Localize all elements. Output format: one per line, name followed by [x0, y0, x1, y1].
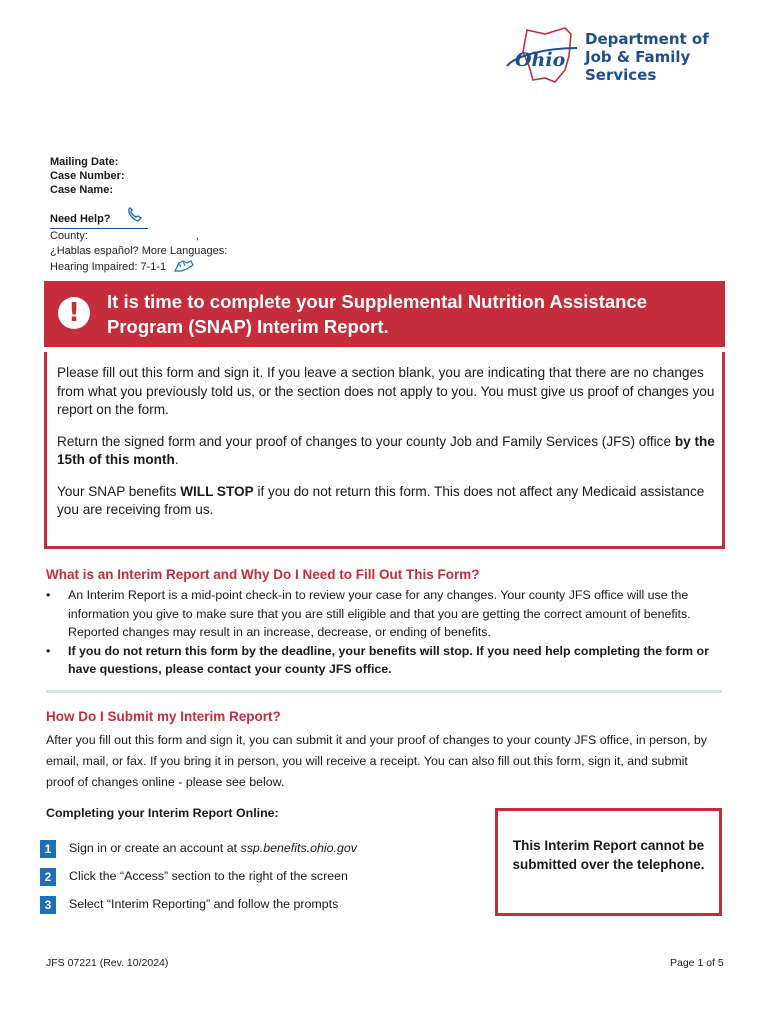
agency-line-3: Services	[585, 66, 657, 84]
case-number-label: Case Number:	[50, 170, 125, 182]
case-name-label: Case Name:	[50, 184, 113, 196]
odjfs-logo	[505, 26, 715, 86]
telephone-notice-box	[495, 808, 722, 916]
bullet-glyph: •	[46, 643, 51, 658]
step-text: Select “Interim Reporting” and follow the prompts	[69, 897, 339, 911]
bullet-text-1: An Interim Report is a mid-point check-in to review your case for any changes. Your county JFS office will use the information you give to make sure that you are still eligible and that you are getting the correct amount of benefits. Reported changes may result in an increase, decrease, or ending of benefits.	[68, 588, 691, 639]
hand-sign-language-icon	[173, 259, 195, 273]
notice-paragraph-1: Please fill out this form and sign it. If you leave a section blank, you are indicating that there are no changes from what you previously told us, or the section does not apply to you. You must give us proof of changes you report on the form.	[57, 365, 715, 417]
county-label: County:	[50, 230, 88, 242]
help-lines	[50, 229, 227, 275]
list-item	[46, 586, 736, 642]
mailing-date-label: Mailing Date:	[50, 156, 119, 168]
will-stop-emphasis: WILL STOP	[180, 483, 254, 499]
need-help-label: Need Help?	[50, 213, 111, 225]
section-divider	[46, 690, 722, 693]
agency-line-2: Job & Family	[585, 48, 691, 66]
step-number: 2	[40, 868, 56, 886]
county-separator: ,	[195, 230, 199, 242]
step-text: Click the “Access” section to the right of the screen	[69, 869, 348, 883]
bullet-text-2: If you do not return this form by the deadline, your benefits will stop. If you need help completing the form or have questions, please contact your county JFS office.	[68, 643, 709, 676]
notice-paragraph-3: Your SNAP benefits WILL STOP if you do not return this form. This does not affect any Medicaid assistance you are receiving from us.	[57, 483, 705, 517]
ohio-state-outline-icon	[505, 26, 585, 86]
banner-title: It is time to complete your Supplemental Nutrition Assistance Program (SNAP) Interim Report.	[107, 291, 648, 337]
notice-box	[44, 352, 725, 549]
section-heading-how-submit: How Do I Submit my Interim Report?	[46, 709, 281, 724]
hearing-line: Hearing Impaired: 7-1-1	[50, 261, 167, 273]
agency-line-1: Department of	[585, 30, 709, 48]
case-info	[50, 155, 125, 197]
list-item	[46, 642, 736, 679]
form-id: JFS 07221 (Rev. 10/2024)	[46, 957, 169, 969]
page-number: Page 1 of 5	[670, 957, 724, 969]
step-number: 1	[40, 840, 56, 858]
submit-instructions: After you fill out this form and sign it, you can submit it and your proof of changes to your county JFS office, in person, by email, mail, or fax. If you bring it in person, you will receive a receipt. You can also fill out this form, sign it, and submit proof of changes online - please see below.	[46, 733, 707, 789]
exclamation-icon: !	[58, 297, 90, 329]
telephone-notice-text: This Interim Report cannot be submitted over the telephone.	[512, 838, 705, 872]
what-is-bullet-list	[46, 586, 736, 679]
bullet-glyph: •	[46, 588, 51, 602]
ssp-website-link[interactable]: ssp.benefits.ohio.gov	[240, 841, 357, 855]
spanish-line: ¿Hablas español? More Languages:	[50, 245, 228, 257]
section-heading-what-is: What is an Interim Report and Why Do I Need to Fill Out This Form?	[46, 567, 480, 582]
logo-word: Ohio	[515, 49, 566, 71]
phone-icon	[126, 207, 146, 223]
step-number: 3	[40, 896, 56, 914]
deadline-emphasis: by the 15th of this month	[57, 433, 715, 467]
online-heading: Completing your Interim Report Online:	[46, 806, 279, 820]
notice-paragraph-2: Return the signed form and your proof of changes to your county Job and Family Services (JFS) office by the 15th of this month.	[57, 433, 715, 467]
agency-name	[585, 30, 709, 84]
